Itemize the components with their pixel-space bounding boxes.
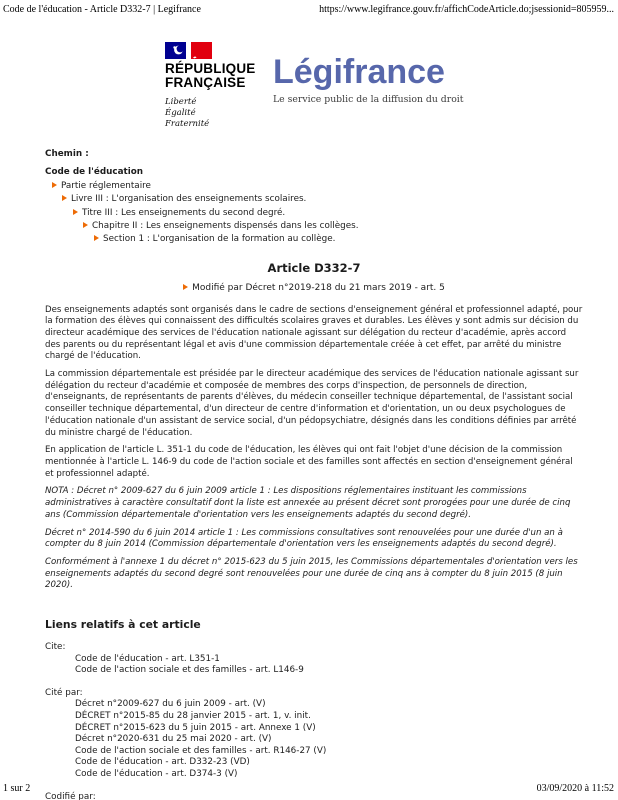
breadcrumb: [45, 148, 583, 247]
arrow-bullet-icon: [62, 195, 67, 201]
republique-line2: FRANÇAISE: [165, 75, 246, 90]
breadcrumb-item-titre-iii[interactable]: Titre III : Les enseignements du second degré.: [45, 207, 583, 220]
link-item[interactable]: Décret n°2020-631 du 25 mai 2020 - art. (V): [75, 734, 272, 745]
print-header: [3, 4, 614, 15]
article-nota: Conformément à l'annexe 1 du décret n° 2015-623 du 5 juin 2015, les Commissions départementales d'orientation vers les enseignements adaptés du second degré sont renouvelées pour une durée de cinq ans à compter du 8 juin 2015 (8 juin 2020).: [45, 556, 578, 591]
breadcrumb-label: Chemin :: [45, 149, 89, 159]
links-group-label: Codifié par:: [45, 791, 96, 800]
related-links-heading: Liens relatifs à cet article: [45, 618, 201, 632]
french-flag-icon: [165, 42, 212, 59]
article-paragraph: En application de l'article L. 351-1 du code de l'éducation, les élèves qui ont fait l'objet d'une décision de la commission mentionnée à l'article L. 146-9 du code de l'action sociale et des familles sont affectés en section d'enseignement général et professionnel adapté.: [45, 445, 573, 479]
link-item[interactable]: Code de l'éducation - art. L351-1: [75, 653, 220, 664]
article-modified-by-link[interactable]: Modifié par Décret n°2019-218 du 21 mars 2019 - art. 5: [45, 283, 583, 293]
links-group-label: Cite:: [45, 642, 66, 653]
link-item[interactable]: Code de l'action sociale et des familles - art. L146-9: [75, 665, 304, 676]
article-nota: NOTA : Décret n° 2009-627 du 6 juin 2009 article 1 : Les dispositions réglementaires instituant les commissions administratives à caractère consultatif dont la liste est annexée au présent décret sont prorogées pour une durée de cinq ans (Commission départementale d'orientation vers les enseignements adaptés du second degré).: [45, 486, 571, 520]
motto-egalite: Égalité: [165, 108, 196, 118]
legifrance-brand-block: [273, 42, 464, 105]
print-header-url: https://www.legifrance.gouv.fr/affichCodeArticle.do;jsessionid=805959...: [319, 4, 614, 15]
motto-fraternite: Fraternité: [165, 119, 210, 129]
breadcrumb-root-code-de-l-education[interactable]: Code de l'éducation: [45, 167, 144, 178]
marianne-block: [165, 42, 269, 130]
print-footer-page-number: 1 sur 2: [3, 783, 31, 794]
liberte-egalite-fraternite-motto: [165, 97, 269, 130]
link-item[interactable]: Code de l'éducation - art. D374-3 (V): [75, 768, 238, 779]
document-content: [45, 148, 583, 800]
link-item[interactable]: Code de l'éducation - art. D332-23 (VD): [75, 757, 250, 768]
links-group-cite-par: [45, 688, 583, 781]
republique-francaise-wordmark: [165, 62, 269, 90]
links-group-cite: [45, 642, 583, 677]
motto-liberte: Liberté: [165, 97, 197, 107]
link-item[interactable]: DÉCRET n°2015-623 du 5 juin 2015 - art. Annexe 1 (V): [75, 722, 316, 733]
links-group-label: Cité par:: [45, 687, 83, 698]
republique-line1: RÉPUBLIQUE: [165, 61, 256, 76]
article-body: [45, 305, 583, 592]
arrow-bullet-icon: [183, 284, 188, 290]
article-paragraph: Des enseignements adaptés sont organisés dans le cadre de sections d'enseignement général et professionnel adapté, pour la formation des élèves qui connaissent des difficultés scolaires graves et durables. Les élèves y sont admis sur décision du directeur académique des services de l'éducation nationale agissant sur délégation du recteur d'académie, après accord des parents ou du représentant légal et avis d'une commission départementale créée à cet effet, par arrêté du ministre chargé de l'éducation.: [45, 304, 583, 362]
arrow-bullet-icon: [94, 235, 99, 241]
legifrance-wordmark: Légifrance: [273, 53, 445, 91]
legifrance-tagline: Le service public de la diffusion du droit: [273, 94, 464, 105]
article-nota: Décret n° 2014-590 du 6 juin 2014 article 1 : Les commissions consultatives sont renouvelées pour une durée d'un an à compter du 8 juin 2014 (Commission départementale d'orientation vers les enseignements adaptés du second degré).: [45, 527, 563, 550]
article-title: Article D332-7: [267, 260, 361, 275]
print-footer-datetime: 03/09/2020 à 11:52: [536, 783, 614, 794]
link-item[interactable]: Décret n°2009-627 du 6 juin 2009 - art. (V): [75, 699, 266, 710]
breadcrumb-item-partie-reglementaire[interactable]: Partie réglementaire: [45, 180, 583, 193]
print-header-title: Code de l'éducation - Article D332-7 | Legifrance: [3, 4, 201, 15]
breadcrumb-item-section-1[interactable]: Section 1 : L'organisation de la formation au collège.: [45, 233, 583, 246]
breadcrumb-item-livre-iii[interactable]: Livre III : L'organisation des enseignements scolaires.: [45, 193, 583, 206]
legifrance-header-logo: [165, 42, 464, 130]
link-item[interactable]: Code de l'action sociale et des familles - art. R146-27 (V): [75, 745, 327, 756]
arrow-bullet-icon: [52, 182, 57, 188]
arrow-bullet-icon: [73, 209, 78, 215]
print-footer: [3, 783, 614, 794]
arrow-bullet-icon: [83, 222, 88, 228]
link-item[interactable]: DÉCRET n°2015-85 du 28 janvier 2015 - art. 1, v. init.: [75, 710, 311, 721]
article-paragraph: La commission départementale est présidée par le directeur académique des services de l'éducation nationale agissant sur délégation du recteur d'académie et composée de membres des corps d'inspection, de personnels de direction, d'enseignants, de représentants de parents d'élèves, du médecin conseiller technique départemental, de l'assistant social conseiller technique départemental, d'un directeur de centre d'information et d'orientation, un ou deux psychologues de l'éducation nationale d'un assistant de service social, d'un pédopsychiatre, désignés dans les conditions définies par arrêté du ministre chargé de l'éducation.: [45, 369, 579, 438]
breadcrumb-item-chapitre-ii[interactable]: Chapitre II : Les enseignements dispensés dans les collèges.: [45, 220, 583, 233]
